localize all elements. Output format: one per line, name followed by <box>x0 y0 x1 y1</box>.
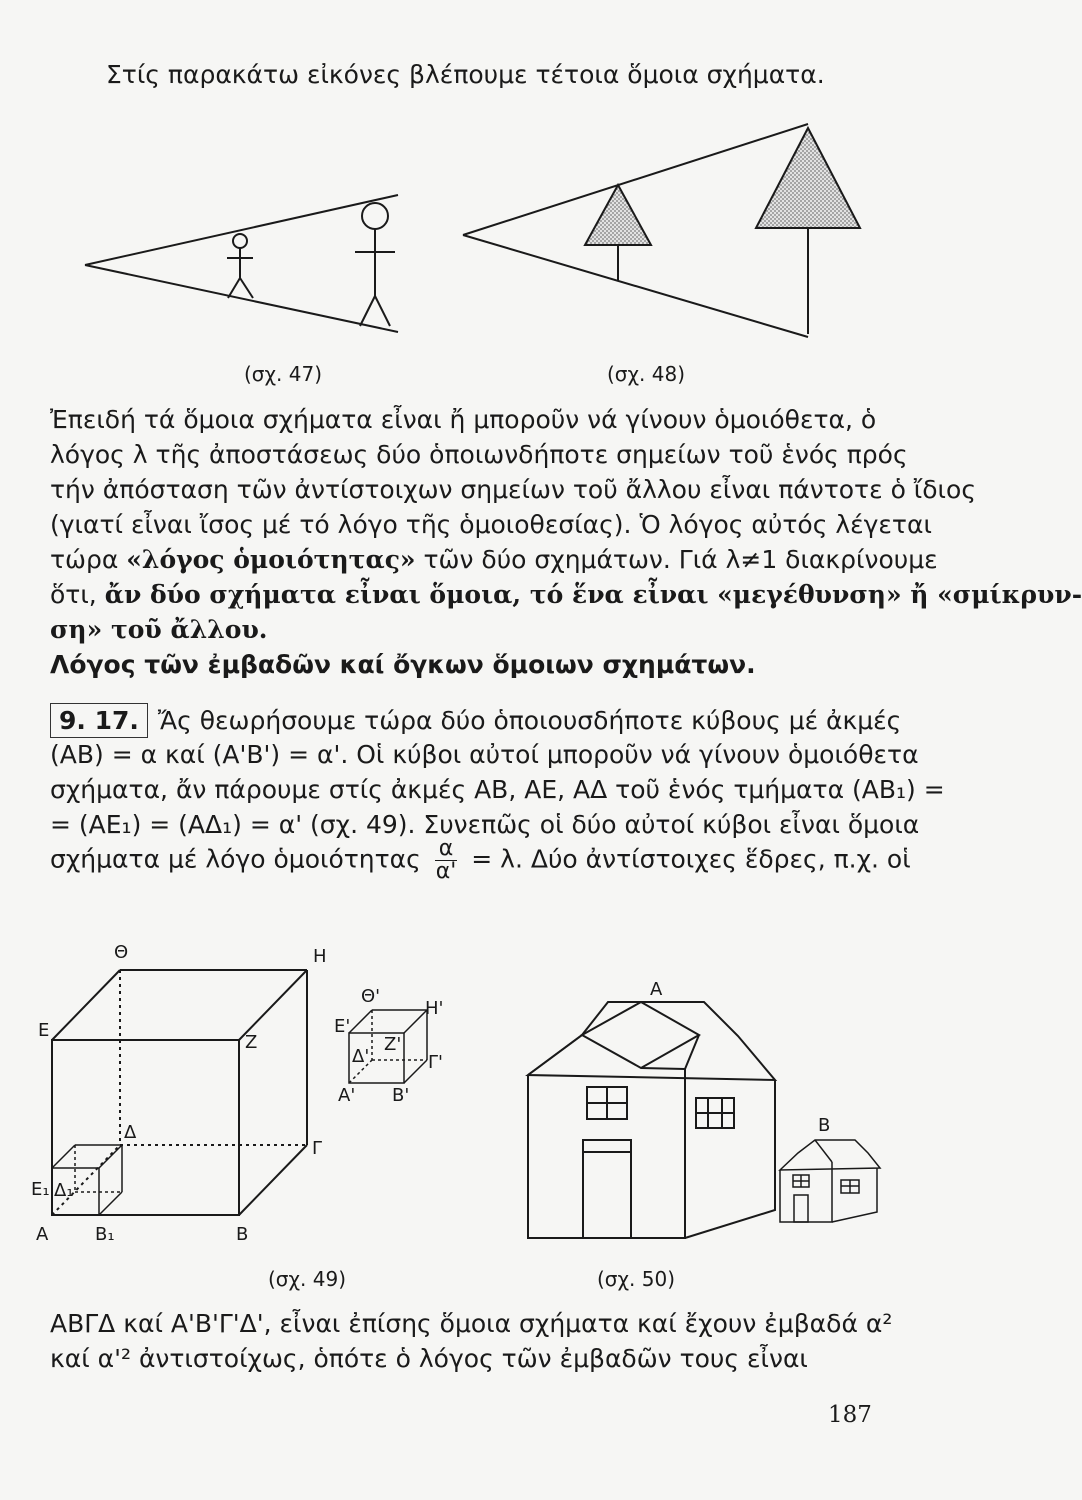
para1-line6-start: ὅτι, <box>50 580 105 609</box>
caption-fig48: (σχ. 48) <box>607 362 685 386</box>
small-person-figure <box>227 234 253 298</box>
small-house <box>780 1140 880 1222</box>
label-zeta-prime: Ζ' <box>384 1034 402 1055</box>
section-line5-start: σχήματα μέ λόγο ὁμοιότητας <box>50 844 421 874</box>
fraction-numerator: α <box>435 838 458 861</box>
caption-fig47: (σχ. 47) <box>244 362 322 386</box>
label-epsilon-prime: Ε' <box>334 1016 351 1037</box>
fraction-denominator: α' <box>435 859 457 884</box>
closing-line2: καί α'² ἀντιστοίχως, ὁπότε ὁ λόγος τῶν ἐμβαδῶν τους εἶναι <box>50 1344 808 1373</box>
section-heading: Λόγος τῶν ἐμβαδῶν καί ὄγκων ὅμοιων σχημάτων. <box>50 650 756 679</box>
para1-line5-start: τώρα <box>50 545 127 574</box>
label-house-a: Α <box>650 979 663 1000</box>
label-house-b: Β <box>818 1115 831 1136</box>
para1-line5-end: τῶν δύο σχημάτων. Γιά λ≠1 διακρίνουμε <box>415 545 938 574</box>
small-tree-crown <box>585 185 651 245</box>
label-epsilon: Ε <box>38 1020 50 1041</box>
section-line1 <box>50 703 902 738</box>
label-zeta: Ζ <box>245 1032 258 1053</box>
intro-text: Στίς παρακάτω εἰκόνες βλέπουμε τέτοια ὅμοια σχήματα. <box>106 60 825 89</box>
label-b: Β <box>236 1224 249 1245</box>
ratio-fraction <box>435 838 458 883</box>
label-b1: Β₁ <box>95 1224 115 1245</box>
label-theta: Θ <box>114 942 129 963</box>
para1-line3: τήν ἀπόσταση τῶν ἀντίστοιχων σημείων τοῦ ἄλλου εἶναι πάντοτε ὁ ἴδιος <box>50 475 976 504</box>
section-line1-text: Ἄς θεωρήσουμε τώρα δύο ὁποιουσδήποτε κύβους μέ ἀκμές <box>157 706 902 735</box>
section-line4: = (ΑΕ₁) = (ΑΔ₁) = α' (σχ. 49). Συνεπῶς οἱ δύο αὐτοί κύβοι εἶναι ὅμοια <box>50 810 920 839</box>
label-gamma-prime: Γ' <box>428 1052 443 1073</box>
label-gamma: Γ <box>312 1138 323 1159</box>
para1-line5 <box>50 543 938 576</box>
page-number: 187 <box>828 1402 872 1428</box>
label-theta-prime: Θ' <box>361 986 381 1007</box>
section-line5 <box>50 836 911 884</box>
para1-line1: Ἐπειδή τά ὅμοια σχήματα εἶναι ἤ μποροῦν νά γίνουν ὁμοιόθετα, ὁ <box>50 405 877 434</box>
large-house <box>528 1002 775 1238</box>
label-e1: Ε₁ <box>31 1179 50 1200</box>
section-line5-end: = λ. Δύο ἀντίστοιχες ἕδρες, π.χ. οἱ <box>471 844 911 874</box>
para1-line7: ση» τοῦ ἄλλου. <box>50 615 268 644</box>
para1-line6-bold: ἄν δύο σχήματα εἶναι ὅμοια, τό ἕνα εἶναι «μεγέθυνση» ἤ «σμίκρυν- <box>104 580 1082 609</box>
fig48-diagram <box>463 124 860 337</box>
large-tree-crown <box>756 128 860 228</box>
fig49-labels <box>31 942 443 1245</box>
para1-line6 <box>50 578 1082 611</box>
section-line3: σχήματα, ἄν πάρουμε στίς ἀκμές ΑΒ, ΑΕ, ΑΔ τοῦ ἑνός τμήματα (ΑΒ₁) = <box>50 775 945 804</box>
term-similarity-ratio: «λόγος ὁμοιότητας» <box>126 545 416 574</box>
label-delta-prime: Δ' <box>352 1046 370 1067</box>
caption-fig49: (σχ. 49) <box>268 1267 346 1291</box>
label-b-prime: Β' <box>392 1085 410 1106</box>
section-line2: (ΑΒ) = α καί (Α'Β') = α'. Οἱ κύβοι αὐτοί μποροῦν νά γίνουν ὁμοιόθετα <box>50 740 919 769</box>
label-a: Α <box>36 1224 49 1245</box>
caption-fig50: (σχ. 50) <box>597 1267 675 1291</box>
label-delta: Δ <box>124 1122 137 1143</box>
fig47-diagram <box>85 195 398 332</box>
para1-line2: λόγος λ τῆς ἀποστάσεως δύο ὁποιωνδήποτε σημείων τοῦ ἑνός πρός <box>50 440 908 469</box>
closing-line1: ΑΒΓΔ καί Α'Β'Γ'Δ', εἶναι ἐπίσης ὅμοια σχήματα καί ἔχουν ἐμβαδά α² <box>50 1309 893 1338</box>
label-eta-prime: Η' <box>425 998 444 1019</box>
section-number: 9. 17. <box>50 703 148 738</box>
label-d1: Δ₁ <box>54 1180 74 1201</box>
label-a-prime: Α' <box>338 1085 356 1106</box>
label-eta: Η <box>313 946 327 967</box>
large-person-figure <box>355 203 395 326</box>
large-cube <box>52 970 307 1215</box>
para1-line4: (γιατί εἶναι ἴσος μέ τό λόγο τῆς ὁμοιοθεσίας). Ὁ λόγος αὐτός λέγεται <box>50 510 932 539</box>
